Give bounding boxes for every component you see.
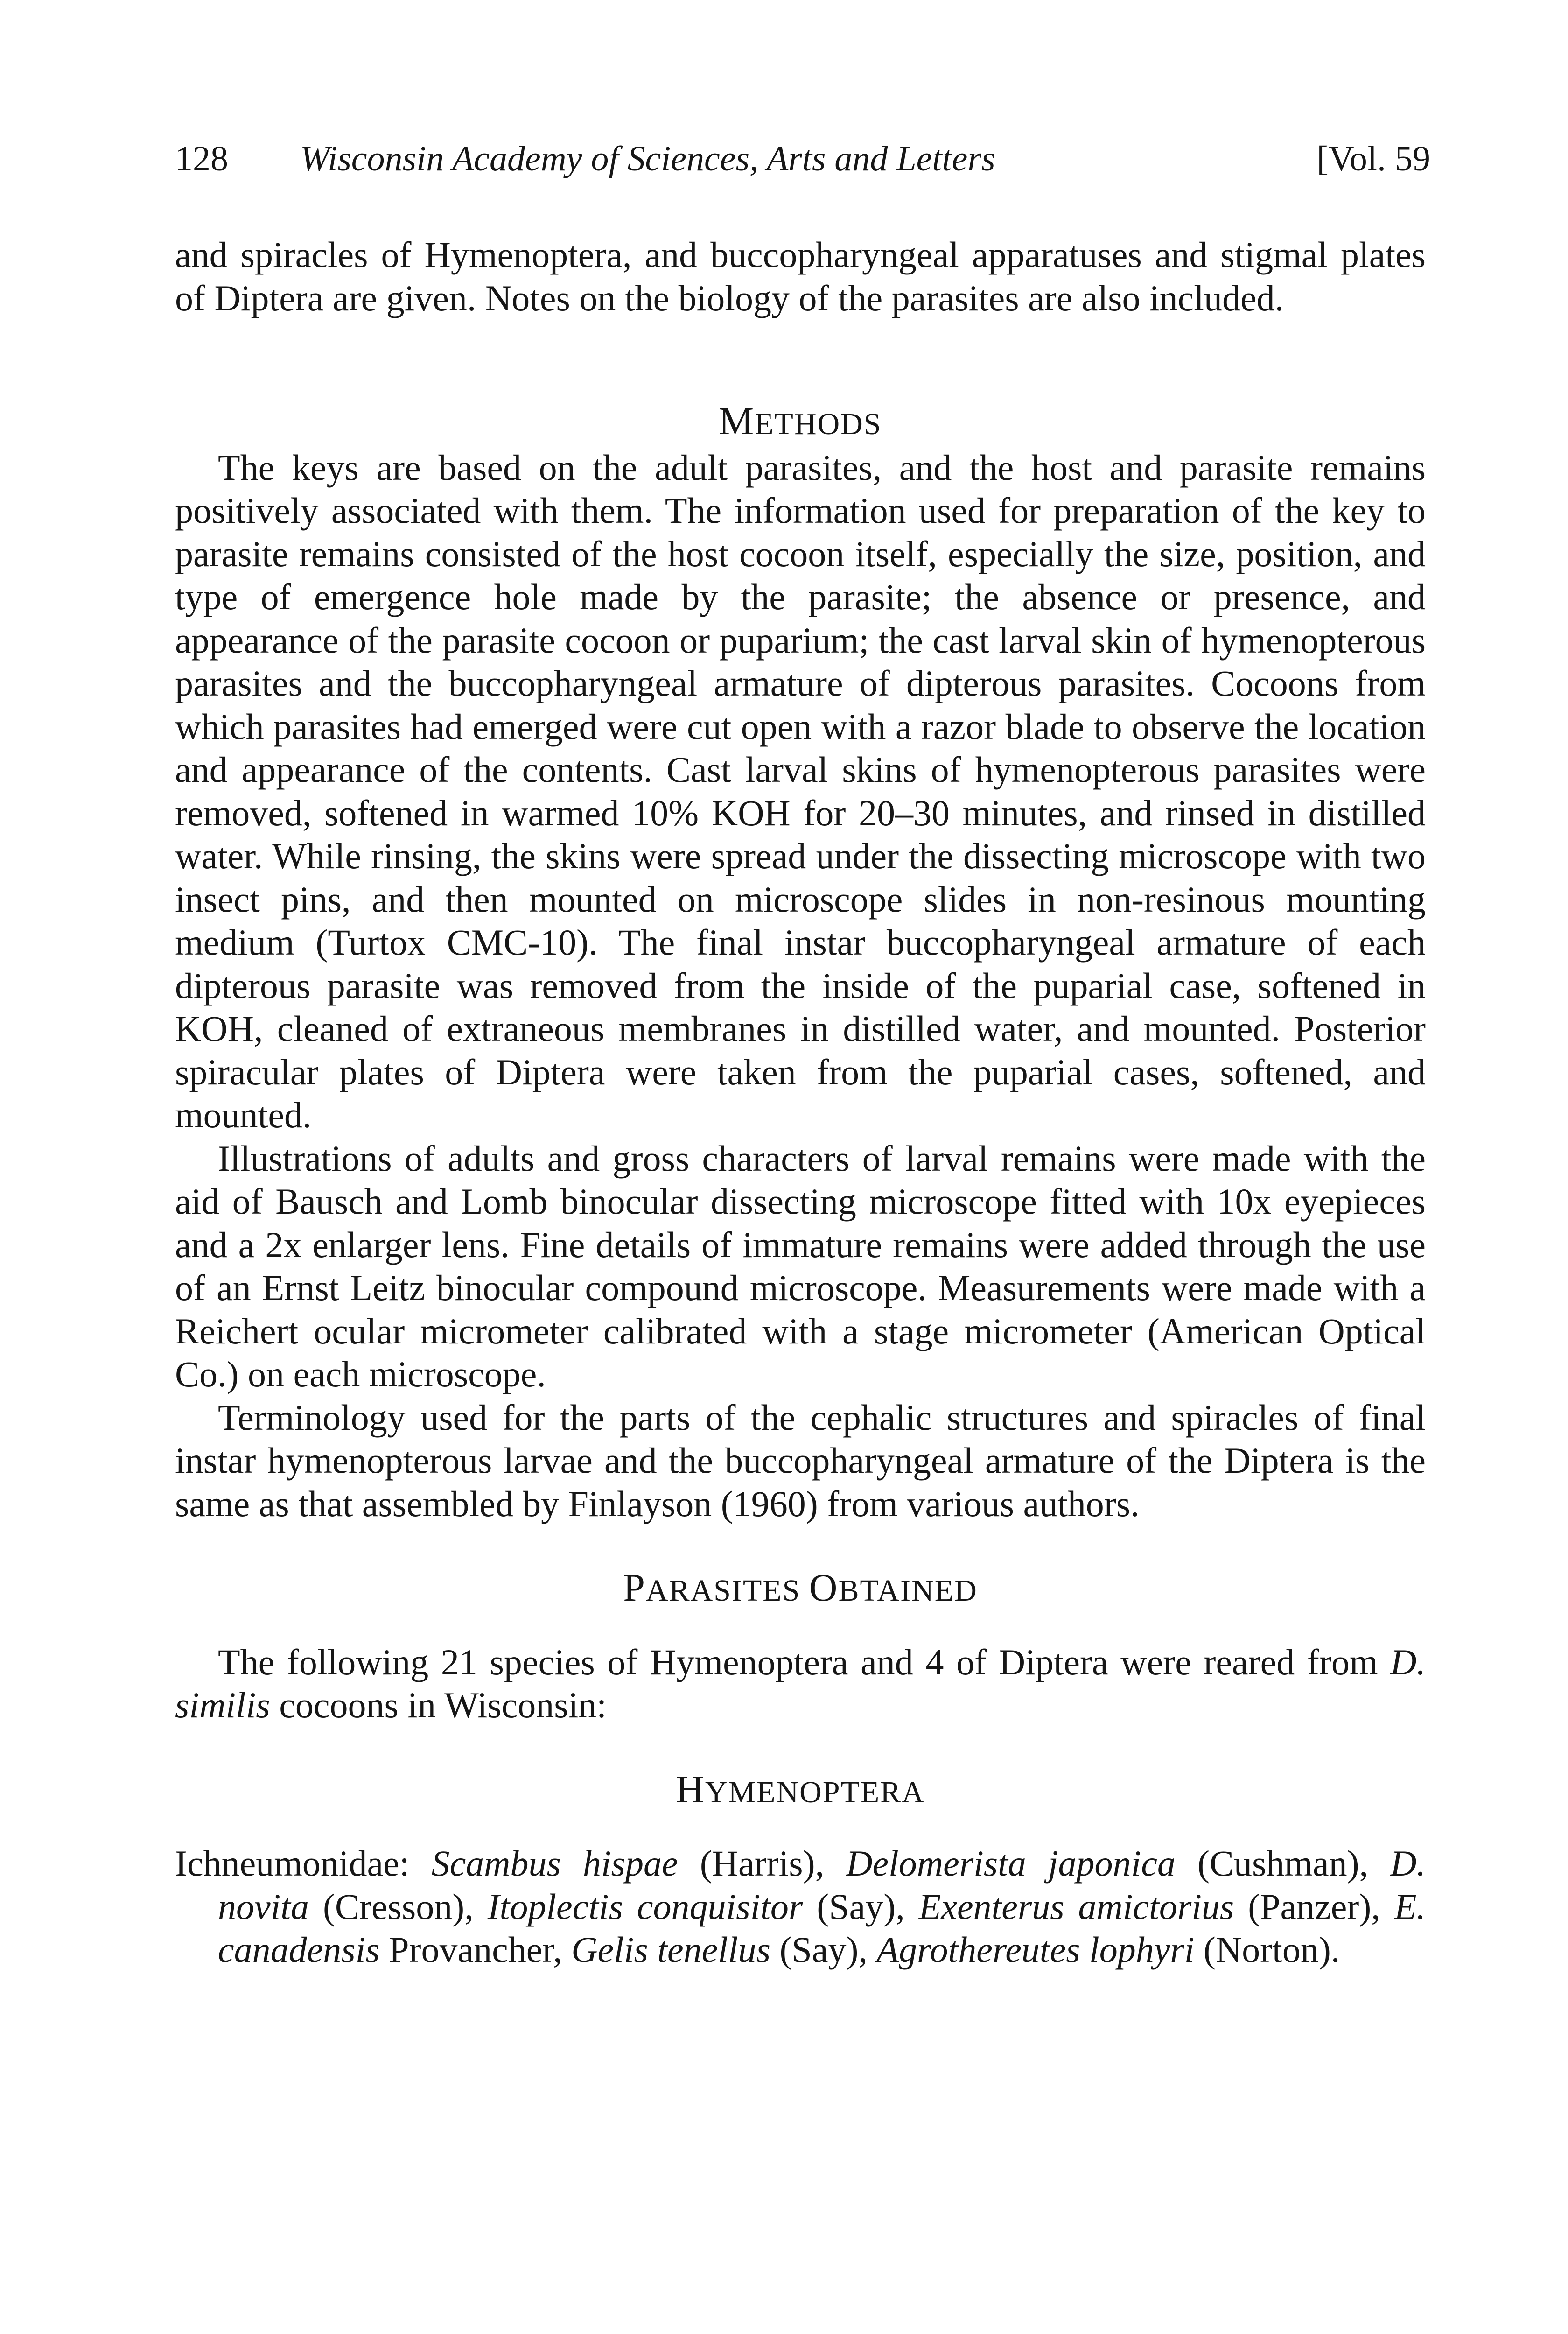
parasites-text-after: cocoons in Wisconsin: (270, 1685, 607, 1725)
methods-paragraph-1: The keys are based on the adult parasites, and the host and parasite remains positively associated with them. The information used for preparation of the key to parasite remains consisted of the host cocoon itself, especially the size, position, and type of emergence hole made by the parasite; the absence or presence, and appearance of the parasite cocoon or puparium; the cast larval skin of hymenopterous parasites and the buccopharyngeal armature of dipterous parasites. Cocoons from which parasites had emerged were cut open with a razor blade to observe the location and appearance of the contents. Cast larval skins of hymenopterous parasites were removed, softened in warmed 10% KOH for 20–30 minutes, and rinsed in distilled water. While rinsing, the skins were spread under the dissecting microscope with two insect pins, and then mounted on microscope slides in non-resinous mounting medium (Turtox CMC-10). The final instar buccopharyngeal armature of each dipterous parasite was removed from the inside of the puparial case, softened in KOH, cleaned of extraneous membranes in distilled water, and mounted. Posterior spiracular plates of Diptera were taken from the puparial cases, softened, and mounted. (175, 447, 1426, 1135)
species-name: E. canadensis (218, 1886, 1426, 1970)
species-name: Gelis tenellus (571, 1929, 770, 1970)
species-author: (Cushman), (1175, 1843, 1391, 1884)
ichneumonidae-species-list (175, 1842, 1426, 1972)
hymenoptera-heading-rest: YMENOPTERA (705, 1775, 925, 1809)
parasites-heading-initial-1: P (623, 1566, 646, 1610)
parasites-heading-rest-2: BTAINED (838, 1574, 978, 1608)
species-author: Provancher, (379, 1929, 572, 1970)
methods-heading (175, 400, 1426, 446)
species-name: Agrothereutes lophyri (876, 1929, 1195, 1970)
body-text (175, 233, 1426, 1972)
parasites-text-before: The following 21 species of Hymenoptera and 4 of Diptera were reared from (218, 1641, 1391, 1682)
methods-heading-rest: ETHODS (755, 407, 882, 441)
parasites-heading-initial-2: O (809, 1566, 839, 1610)
family-name: Ichneumonidae: (175, 1843, 410, 1884)
intro-paragraph: and spiracles of Hymenoptera, and buccopharyngeal apparatuses and stigmal plates of Diptera are given. Notes on the biology of the parasites are also included. (175, 234, 1426, 318)
species-author: (Cresson), (308, 1886, 488, 1927)
hymenoptera-heading (175, 1768, 1426, 1814)
species-name: Delomerista japonica (846, 1843, 1176, 1884)
journal-title: Wisconsin Academy of Sciences, Arts and Letters (300, 139, 995, 178)
parasites-heading-rest-1: ARASITES (645, 1574, 809, 1608)
species-name: Itoplectis conquisitor (487, 1886, 803, 1927)
species-author: (Panzer), (1234, 1886, 1394, 1927)
species-author: (Norton). (1194, 1929, 1340, 1970)
species-name: D. novita (218, 1843, 1426, 1927)
species-author: (Say), (803, 1886, 919, 1927)
host-species-name: D. similis (175, 1641, 1426, 1725)
parasites-obtained-paragraph (175, 1641, 1426, 1727)
species-author: (Harris), (678, 1843, 847, 1884)
species-name: Exenterus amictorius (918, 1886, 1234, 1927)
hymenoptera-heading-initial: H (676, 1767, 705, 1811)
methods-paragraph-3: Terminology used for the parts of the cephalic structures and spiracles of final instar hymenopterous larvae and the buccopharyngeal armature of the Diptera is the same as that assembled by Finlayson (1960) from various authors. (175, 1397, 1426, 1524)
volume-label: [Vol. 59 (1316, 139, 1430, 178)
species-author: (Say), (770, 1929, 877, 1970)
page-number: 128 (175, 139, 228, 178)
methods-heading-initial: M (719, 400, 755, 443)
methods-paragraph-2: Illustrations of adults and gross characters of larval remains were made with the aid of Bausch and Lomb binocular dissecting microscope fitted with 10x eyepieces and a 2x enlarger lens. Fine details of immature remains were added through the use of an Ernst Leitz binocular compound microscope. Measurements were made with a Reichert ocular micrometer calibrated with a stage micrometer (American Optical Co.) on each microscope. (175, 1138, 1426, 1394)
parasites-obtained-heading (175, 1567, 1426, 1613)
species-name: Scambus hispae (431, 1843, 678, 1884)
